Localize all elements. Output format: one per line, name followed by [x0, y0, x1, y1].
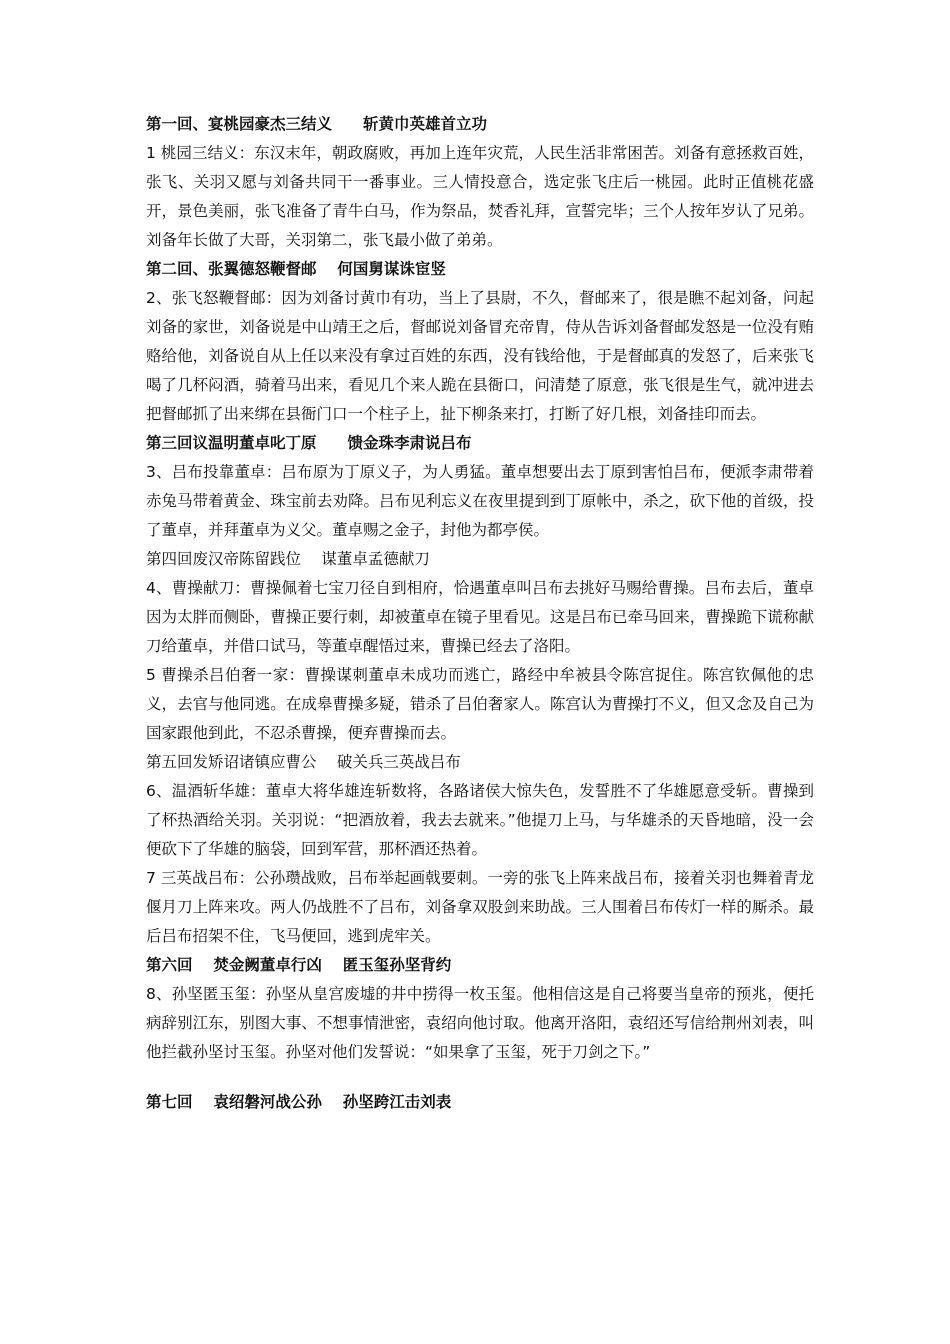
chapter-6-heading: 第六回 焚金阙董卓行凶 匿玉玺孙坚背约 [146, 956, 452, 974]
paragraph-warm-wine-hua-xiong: 6、温酒斩华雄：董卓大将华雄连斩数将，各路诸侯大惊失色，发誓胜不了华雄愿意受斩。曹操到了杯热酒给关羽。关羽说：“把酒放着，我去去就来。”他提刀上马，与华雄杀的天昏地暗，没一会便砍下了华雄的脑袋，回到军营，那杯酒还热着。 [146, 782, 814, 858]
paragraph-zhang-fei-whips-inspector: 2、张飞怒鞭督邮：因为刘备讨黄巾有功，当上了县尉，不久，督邮来了，很是瞧不起刘备，问起刘备的家世，刘备说是中山靖王之后，督邮说刘备冒充帝胄，侍从告诉刘备督邮发怒是一位没有贿赂给他，刘备说自从上任以来没有拿过百姓的东西，没有钱给他，于是督邮真的发怒了，后来张飞喝了几杯闷酒，骑着马出来，看见几个来人跪在县衙口，问清楚了原意，张飞很是生气，就冲进去把督邮抓了出来绑在县衙门口一个柱子上，扯下柳条来打，打断了好几根，刘备挂印而去。 [146, 289, 814, 423]
blank-line [146, 1067, 814, 1088]
paragraph-three-heroes-fight-lu-bu: 7 三英战吕布：公孙瓒战败，吕布举起画戟要刺。一旁的张飞上阵来战吕布，接着关羽也舞着青龙偃月刀上阵来攻。两人仍战胜不了吕布，刘备拿双股剑来助战。三人围着吕布传灯一样的厮杀。最后吕布招架不住，飞马便回，逃到虎牢关。 [146, 869, 814, 945]
paragraph-cao-cao-offers-sword: 4、曹操献刀：曹操佩着七宝刀径自到相府，恰遇董卓叫吕布去挑好马赐给曹操。吕布去后，董卓因为太胖而侧卧，曹操正要行刺，却被董卓在镜子里看见。这是吕布已牵马回来，曹操跪下谎称献刀给董卓，并借口试马，等董卓醒悟过来，曹操已经去了洛阳。 [146, 579, 814, 655]
chapter-7-heading: 第七回 袁绍磐河战公孙 孙坚跨江击刘表 [146, 1093, 452, 1111]
paragraph-peach-garden-oath: 1 桃园三结义：东汉末年，朝政腐败，再加上连年灾荒，人民生活非常困苦。刘备有意拯救百姓，张飞、关羽又愿与刘备共同干一番事业。三人情投意合，选定张飞庄后一桃园。此时正值桃花盛开，景色美丽，张飞准备了青牛白马，作为祭品，焚香礼拜，宣誓完毕；三个人按年岁认了兄弟。刘备年长做了大哥，关羽第二，张飞最小做了弟弟。 [146, 144, 814, 249]
chapter-2-heading: 第二回、张翼德怒鞭督邮 何国舅谋诛宦竖 [146, 260, 446, 278]
paragraph-sun-jian-hides-seal: 8、孙坚匿玉玺：孙坚从皇宫废墟的井中捞得一枚玉玺。他相信这是自己将要当皇帝的预兆，便托病辞别江东，别图大事、不想事情泄密，袁绍向他讨取。他离开洛阳，袁绍还写信给荆州刘表，叫他拦截孙坚讨玉玺。孙坚对他们发誓说：“如果拿了玉玺，死于刀剑之下。” [146, 985, 814, 1061]
chapter-3-heading: 第三回议温明董卓叱丁原 馈金珠李肃说吕布 [146, 434, 472, 452]
paragraph-cao-cao-kills-lu-boshe: 5 曹操杀吕伯奢一家：曹操谋刺董卓未成功而逃亡，路经中牟被县令陈宫捉住。陈宫钦佩他的忠义，去官与他同逃。在成皋曹操多疑，错杀了吕伯奢家人。陈宫认为曹操打不义，但又念及自己为国家跟他到此，不忍杀曹操，便弃曹操而去。 [146, 666, 814, 742]
chapter-1-heading: 第一回、宴桃园豪杰三结义 斩黄巾英雄首立功 [146, 115, 488, 133]
paragraph-lu-bu-joins-dong-zhuo: 3、吕布投靠董卓：吕布原为丁原义子，为人勇猛。董卓想要出去丁原到害怕吕布，便派李肃带着赤兔马带着黄金、珠宝前去劝降。吕布见利忘义在夜里提到到丁原帐中，杀之，砍下他的首级，投了董卓，并拜董卓为义父。董卓赐之金子，封他为都亭侯。 [146, 463, 814, 539]
document-page [146, 110, 814, 1117]
chapter-5-heading: 第五回发矫诏诸镇应曹公 破关兵三英战吕布 [146, 753, 461, 771]
chapter-4-heading: 第四回废汉帝陈留践位 谋董卓孟德献刀 [146, 550, 430, 568]
